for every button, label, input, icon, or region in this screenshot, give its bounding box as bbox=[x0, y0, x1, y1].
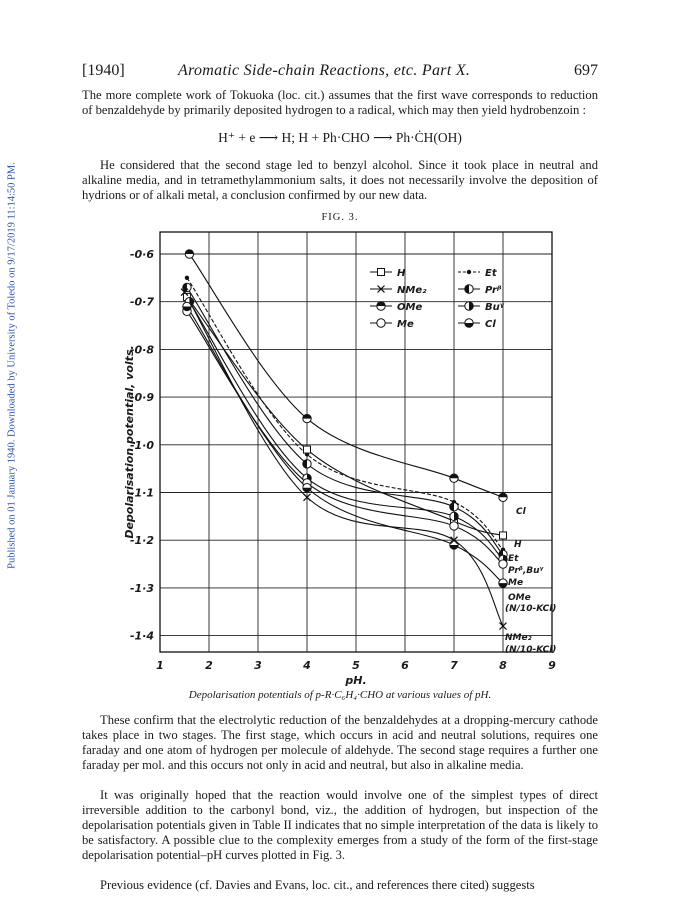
y-axis-label: Depolarisation potential, volts. bbox=[123, 345, 136, 539]
page-number: 697 bbox=[574, 62, 598, 79]
curve-label: Cl bbox=[516, 507, 526, 517]
curve-label: OMe bbox=[508, 593, 531, 603]
curve-label: Me bbox=[508, 578, 524, 588]
curve-square bbox=[187, 297, 503, 536]
paragraph-confirm: These confirm that the electrolytic reduction of the benzaldehydes at a dropping-mercury cathode takes place in two stages. The first stage, which occurs in acid and neutral solutions, requires one faraday and one atom of hydrogen per molecule of aldehyde. The second stage requires a further one faraday per mol. and this occurs not only in acid and neutral, but also in alkaline media. bbox=[82, 713, 598, 772]
figure-label: FIG. 3. bbox=[321, 212, 359, 223]
curve-label: (N/10-KCl) bbox=[505, 604, 557, 614]
legend-marker bbox=[467, 270, 471, 274]
y-tick-label: -1·4 bbox=[129, 629, 154, 643]
x-tick-label: 5 bbox=[352, 659, 360, 672]
header-year: [1940] bbox=[82, 62, 125, 79]
paragraph-hoped: It was originally hoped that the reaction would involve one of the simplest types of direct irreversible addition to the carbonyl bond, viz., the addition of hydrogen, but inspection of the depolarisation potentials given in Table II indicates that no simple interpretation of the data is likely to be satisfactory. A possible clue to the complexity emerges from a study of the form of the first-stage depolarisation potential–pH curves plotted in Fig. 3. bbox=[82, 788, 598, 862]
legend-marker bbox=[378, 269, 385, 276]
curve-label: (N/10-KCl) bbox=[505, 645, 557, 655]
x-tick-label: 1 bbox=[156, 659, 164, 672]
legend-marker bbox=[377, 319, 385, 327]
x-tick-label: 3 bbox=[254, 659, 262, 672]
curve-cross bbox=[185, 292, 504, 626]
x-tick-label: 7 bbox=[450, 659, 458, 672]
x-tick-label: 8 bbox=[499, 659, 507, 672]
paragraph-tokuoka: The more complete work of Tokuoka (loc. cit.) assumes that the first wave corresponds to reduction of benzaldehyde by primarily deposited hydrogen to a radical, which may then yield hydrobenzoin : bbox=[82, 88, 598, 117]
figure-caption: Depolarisation potentials of p-R·C₆H₄·CHO at various values of pH. bbox=[188, 689, 492, 701]
equation: H⁺ + e ⟶ H; H + Ph·CHO ⟶ Ph·ĊH(OH) bbox=[218, 130, 462, 145]
paragraph-previous: Previous evidence (cf. Davies and Evans, loc. cit., and references there cited) suggests bbox=[100, 878, 535, 892]
data-point-circle bbox=[450, 522, 458, 530]
x-tick-label: 4 bbox=[303, 659, 311, 672]
curve-label: Et bbox=[508, 554, 519, 564]
legend-entry: Cl bbox=[485, 319, 496, 330]
legend-entry: NMe₂ bbox=[397, 285, 427, 296]
y-tick-label: -0·6 bbox=[129, 248, 154, 261]
legend-entry: H bbox=[397, 268, 406, 279]
y-tick-label: -1·2 bbox=[129, 534, 154, 548]
data-point-square bbox=[304, 446, 311, 453]
y-tick-label: -0·9 bbox=[129, 391, 154, 405]
download-note: Published on 01 January 1940. Downloaded by University of Toledo on 9/17/2019 11:14:50 PM. bbox=[6, 162, 18, 569]
chart-legend bbox=[370, 268, 505, 330]
y-tick-label: -0·8 bbox=[129, 343, 154, 357]
data-point-dot bbox=[185, 276, 189, 280]
data-point-square bbox=[500, 532, 507, 539]
curve-label: Prᵝ,Buᵞ bbox=[508, 566, 544, 576]
data-point-circle bbox=[499, 560, 507, 568]
chart-curve-labels bbox=[505, 507, 556, 655]
paragraph-second-stage: He considered that the second stage led to benzyl alcohol. Since it took place in neutral and alkaline media, and in tetramethylammonium salts, it does not necessarily involve the deposition of hydrions or of alkali metal, a conclusion confirmed by our new data. bbox=[82, 158, 598, 202]
curve-half-top bbox=[189, 254, 503, 497]
y-tick-label: -1·0 bbox=[129, 438, 154, 452]
curve-label: NMe₂ bbox=[505, 633, 532, 643]
x-tick-label: 6 bbox=[401, 659, 409, 672]
legend-entry: OMe bbox=[397, 302, 423, 313]
x-tick-label: 9 bbox=[548, 659, 556, 672]
legend-entry: Et bbox=[485, 268, 497, 279]
header-title: Aromatic Side-chain Reactions, etc. Part X. bbox=[178, 62, 471, 79]
y-tick-label: -0·7 bbox=[129, 295, 154, 309]
legend-entry: Prᵝ bbox=[485, 285, 502, 296]
legend-entry: Me bbox=[397, 319, 414, 330]
x-axis-label: pH. bbox=[345, 674, 367, 687]
y-tick-label: -1·3 bbox=[129, 581, 154, 595]
legend-entry: Buᵞ bbox=[485, 302, 505, 313]
x-tick-label: 2 bbox=[205, 659, 213, 672]
y-tick-label: -1·1 bbox=[129, 486, 154, 500]
chart-curves bbox=[185, 254, 504, 626]
curve-label: H bbox=[514, 540, 522, 550]
chart-markers bbox=[181, 250, 507, 630]
